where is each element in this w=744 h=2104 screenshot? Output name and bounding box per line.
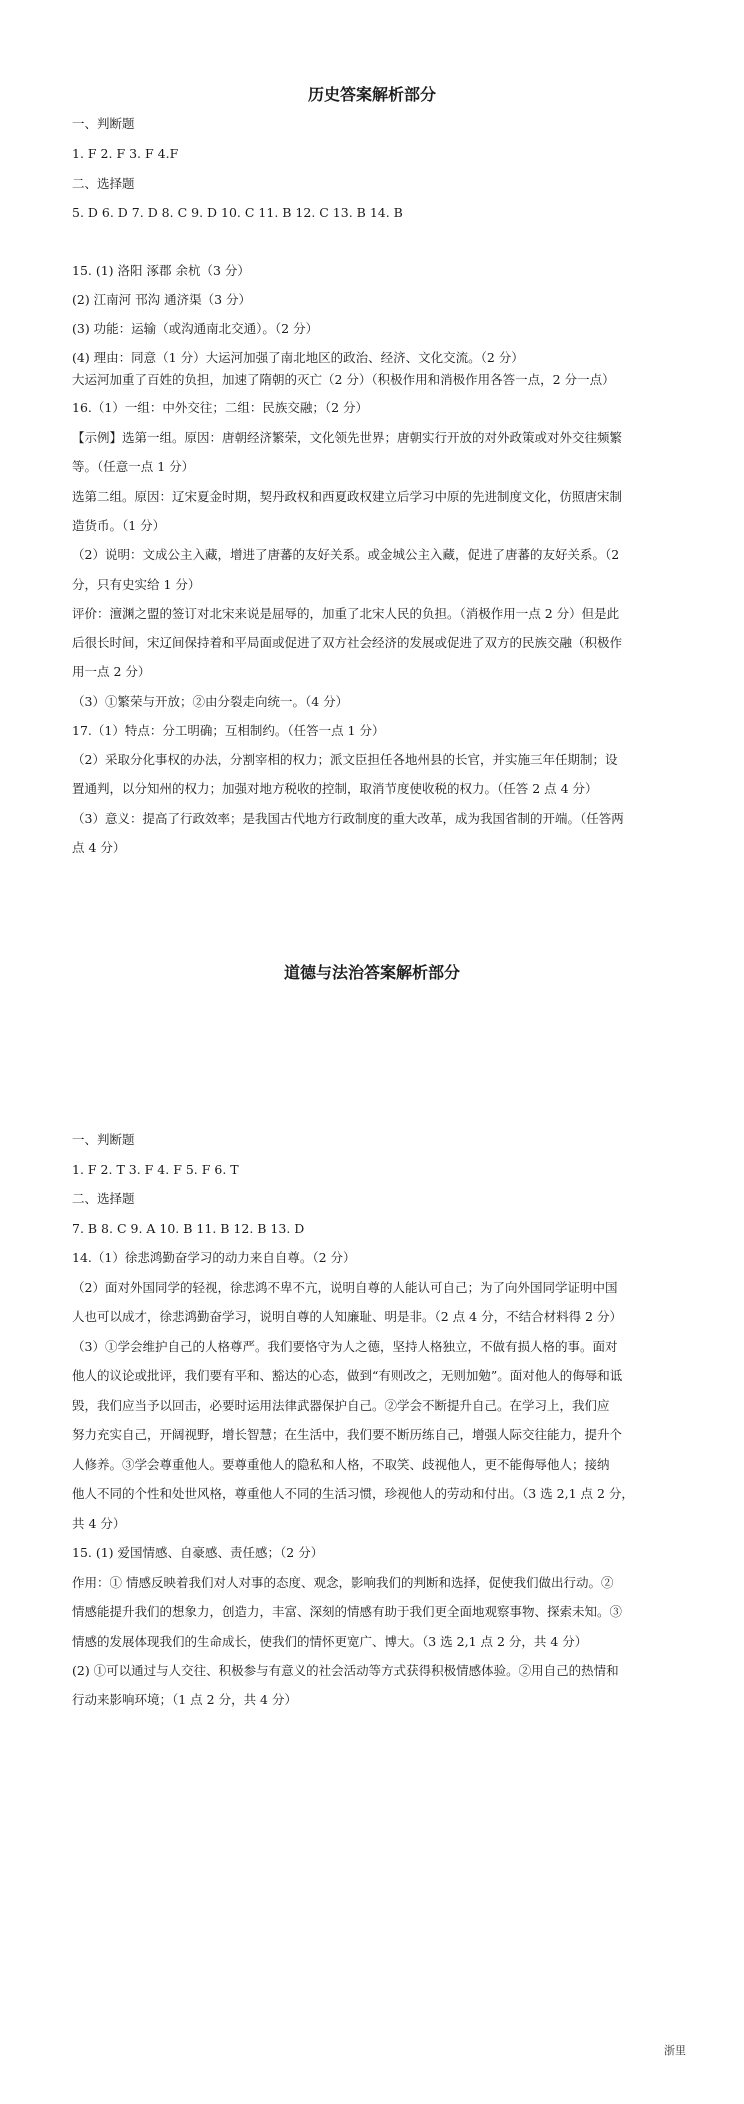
- page-footer: 浙里: [664, 2044, 686, 2057]
- history-line: 用一点 2 分）: [72, 664, 151, 679]
- civics-line: 努力充实自己，开阔视野，增长智慧；在生活中，我们要不断历练自己，增强人际交往能力，提升个: [72, 1427, 623, 1442]
- civics-title: 道德与法治答案解析部分: [283, 963, 460, 982]
- civics-line: 毁，我们应当予以回击，必要时运用法律武器保护自己。②学会不断提升自己。在学习上，我们应: [72, 1398, 610, 1413]
- civics-line: 14.（1）徐悲鸿勤奋学习的动力来自自尊。（2 分）: [72, 1250, 356, 1265]
- history-line: 评价：澶渊之盟的签订对北宋来说是屈辱的，加重了北宋人民的负担。（消极作用一点 2 分）但是此: [72, 606, 620, 621]
- history-title: 历史答案解析部分: [307, 85, 436, 104]
- civics-line: 共 4 分）: [72, 1516, 126, 1531]
- history-line: 15. (1) 洛阳 涿郡 余杭（3 分）: [72, 263, 250, 278]
- civics-line: （2）面对外国同学的轻视，徐悲鸿不卑不亢，说明自尊的人能认可自己；为了向外国同学证明中国: [72, 1280, 618, 1295]
- history-line: (3) 功能：运输（或沟通南北交通）。（2 分）: [72, 321, 319, 336]
- history-line: 选第二组。原因：辽宋夏金时期，契丹政权和西夏政权建立后学习中原的先进制度文化，仿照唐宋制: [72, 489, 623, 504]
- civics-line: 情感能提升我们的想象力，创造力，丰富、深刻的情感有助于我们更全面地观察事物、探索未知。③: [72, 1604, 623, 1619]
- civics-line: 他人的议论或批评，我们要有平和、豁达的心态，做到“有则改之，无则加勉”。面对他人的侮辱和诋: [72, 1368, 623, 1383]
- history-line: (4) 理由：同意（1 分）大运河加强了南北地区的政治、经济、文化交流。（2 分）: [72, 350, 524, 365]
- history-line: 点 4 分）: [72, 840, 126, 855]
- history-line: 等。（任意一点 1 分）: [72, 459, 195, 474]
- civics-line: 二、选择题: [72, 1191, 135, 1206]
- civics-line: 作用：① 情感反映着我们对人对事的态度、观念，影响我们的判断和选择，促使我们做出行动。②: [72, 1575, 614, 1590]
- history-line: 1. F 2. F 3. F 4.F: [72, 146, 179, 161]
- civics-line: 情感的发展体现我们的生命成长，使我们的情怀更宽广、博大。（3 选 2,1 点 2 分，共 4 分）: [72, 1634, 588, 1649]
- history-line: 17.（1）特点：分工明确；互相制约。（任答一点 1 分）: [72, 723, 385, 738]
- civics-line: (2) ①可以通过与人交往、积极参与有意义的社会活动等方式获得积极情感体验。②用自己的热情和: [72, 1663, 619, 1678]
- history-line: 后很长时间，宋辽间保持着和平局面或促进了双方社会经济的发展或促进了双方的民族交融（积极作: [72, 635, 623, 650]
- history-line: 5. D 6. D 7. D 8. C 9. D 10. C 11. B 12. C 13. B 14. B: [72, 205, 403, 220]
- history-line: 大运河加重了百姓的负担，加速了隋朝的灭亡（2 分）（积极作用和消极作用各答一点，2 分一点）: [72, 372, 615, 387]
- history-line: 置通判，以分知州的权力；加强对地方税收的控制，取消节度使收税的权力。（任答 2 点 4 分）: [72, 781, 598, 796]
- civics-line: 15. (1) 爱国情感、自豪感、责任感；（2 分）: [72, 1545, 324, 1560]
- history-line: 16.（1）一组：中外交往；二组：民族交融；（2 分）: [72, 400, 369, 415]
- history-line: （3）①繁荣与开放；②由分裂走向统一。（4 分）: [72, 694, 349, 709]
- history-line: 分，只有史实给 1 分）: [72, 577, 201, 592]
- history-line: 造货币。（1 分）: [72, 518, 166, 533]
- civics-line: 他人不同的个性和处世风格，尊重他人不同的生活习惯，珍视他人的劳动和付出。（3 选 2,1 点 2 分，: [72, 1486, 634, 1501]
- history-line: （3）意义：提高了行政效率；是我国古代地方行政制度的重大改革，成为我国省制的开端。（任答两: [72, 811, 624, 826]
- history-line: （2）说明：文成公主入藏，增进了唐蕃的友好关系。或金城公主入藏，促进了唐蕃的友好关系。（2: [72, 547, 620, 562]
- history-line: 二、选择题: [72, 176, 135, 191]
- civics-line: 1. F 2. T 3. F 4. F 5. F 6. T: [72, 1162, 239, 1177]
- civics-line: 人修养。③学会尊重他人。要尊重他人的隐私和人格，不取笑、歧视他人，更不能侮辱他人；接纳: [72, 1457, 610, 1472]
- civics-line: 人也可以成才，徐悲鸿勤奋学习，说明自尊的人知廉耻、明是非。（2 点 4 分，不结合材料得 2 分）: [72, 1309, 622, 1324]
- civics-line: 行动来影响环境；（1 点 2 分，共 4 分）: [72, 1692, 297, 1707]
- history-line: （2）采取分化事权的办法，分割宰相的权力；派文臣担任各地州县的长官，并实施三年任期制；设: [72, 752, 618, 767]
- civics-line: （3）①学会维护自己的人格尊严。我们要恪守为人之德，坚持人格独立，不做有损人格的事。面对: [72, 1339, 618, 1354]
- history-line: 【示例】选第一组。原因：唐朝经济繁荣，文化领先世界；唐朝实行开放的对外政策或对外交往频繁: [72, 430, 623, 445]
- civics-line: 一、判断题: [72, 1132, 135, 1147]
- history-line: (2) 江南河 邗沟 通济渠（3 分）: [72, 292, 252, 307]
- history-line: 一、判断题: [72, 116, 135, 131]
- civics-line: 7. B 8. C 9. A 10. B 11. B 12. B 13. D: [72, 1221, 305, 1236]
